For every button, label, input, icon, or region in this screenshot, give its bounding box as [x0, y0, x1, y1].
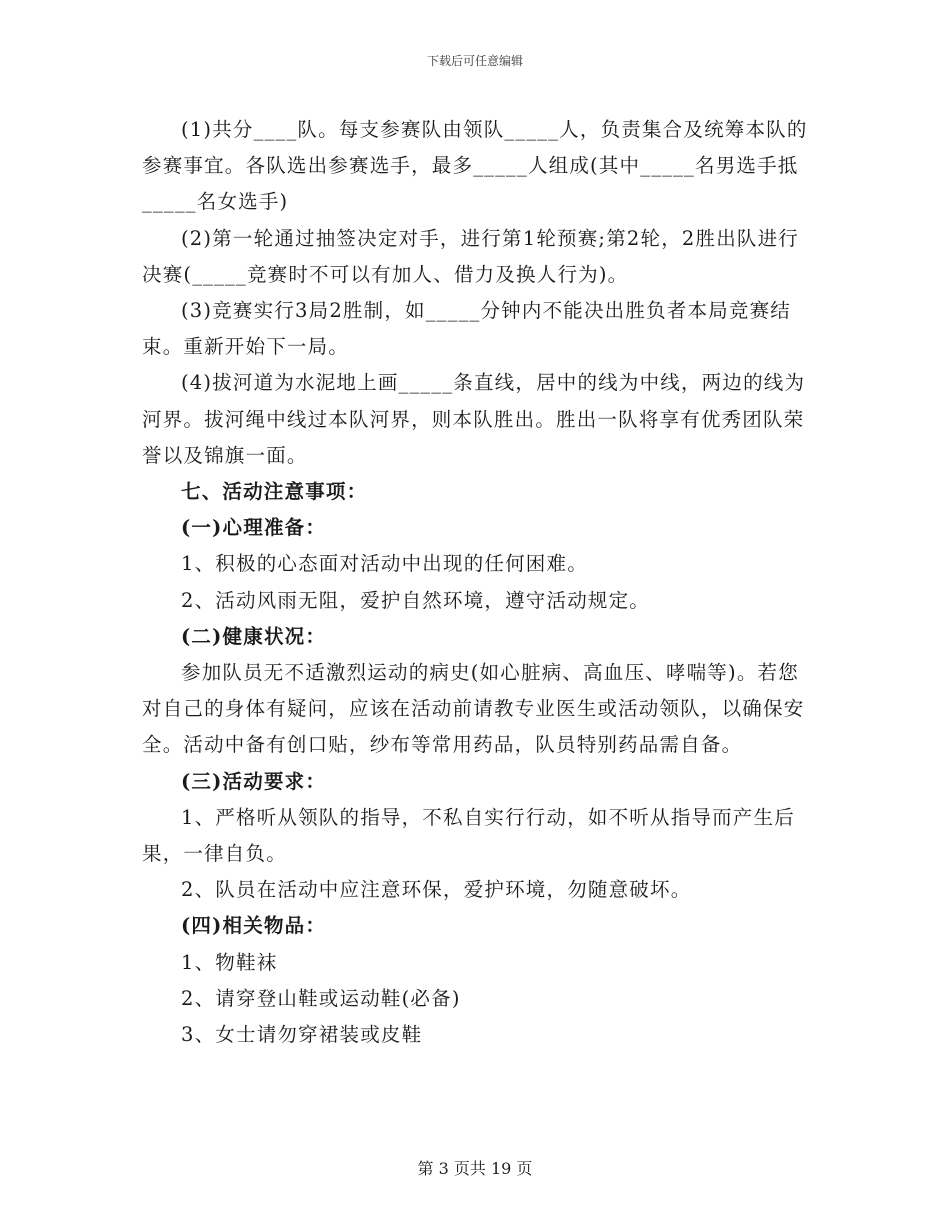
- mental-prep-item-2: 2、活动风雨无阻，爱护自然环境，遵守活动规定。: [181, 588, 651, 612]
- rule-4-paragraph: (4)拔河道为水泥地上画_____条直线，居中的线为中线，两边的线为河界。拔河绳中线过本队河界，则本队胜出。胜出一队将享有优秀团队荣誉以及锦旗一面。: [142, 371, 806, 467]
- subheading-health: (二)健康状况：: [181, 624, 327, 648]
- requirements-item-1: 1、严格听从领队的指导，不私自实行行动，如不听从指导而产生后果，一律自负。: [142, 805, 795, 866]
- section-heading-notes: 七、活动注意事项：: [181, 480, 368, 504]
- items-item-2: 2、请穿登山鞋或运动鞋(必备): [181, 986, 461, 1010]
- subheading-items: (四)相关物品：: [181, 914, 327, 938]
- items-item-1: 1、物鞋袜: [181, 950, 278, 974]
- items-item-3: 3、女士请勿穿裙装或皮鞋: [181, 1023, 423, 1047]
- requirements-item-2: 2、队员在活动中应注意环保，爱护环境，勿随意破坏。: [181, 878, 692, 902]
- subheading-requirements: (三)活动要求：: [181, 769, 327, 793]
- page-header: 下载后可任意编辑: [426, 54, 523, 68]
- page-footer: 第 3 页共 19 页: [417, 1159, 533, 1178]
- health-paragraph: 参加队员无不适激烈运动的病史(如心脏病、高血压、哮喘等)。若您对自己的身体有疑问，应该在活动前请教专业医生或活动领队，以确保安全。活动中备有创口贴，纱布等常用药品，队员特别药品需自备。: [142, 661, 805, 757]
- subheading-mental-prep: (一)心理准备：: [181, 516, 327, 540]
- rule-3-paragraph: (3)竞赛实行3局2胜制，如_____分钟内不能决出胜负者本局竞赛结束。重新开始下一局。: [142, 299, 791, 359]
- document-body: [142, 112, 812, 1053]
- mental-prep-item-1: 1、积极的心态面对活动中出现的任何困难。: [181, 552, 588, 576]
- rule-1-paragraph: (1)共分____队。每支参赛队由领队_____人，负责集合及统筹本队的参赛事宜。各队选出参赛选手，最多_____人组成(其中_____名男选手抵_____名女选手): [142, 118, 808, 214]
- rule-2-paragraph: (2)第一轮通过抽签决定对手，进行第1轮预赛;第2轮，2胜出队进行决赛(_____竞赛时不可以有加人、借力及换人行为)。: [142, 226, 800, 286]
